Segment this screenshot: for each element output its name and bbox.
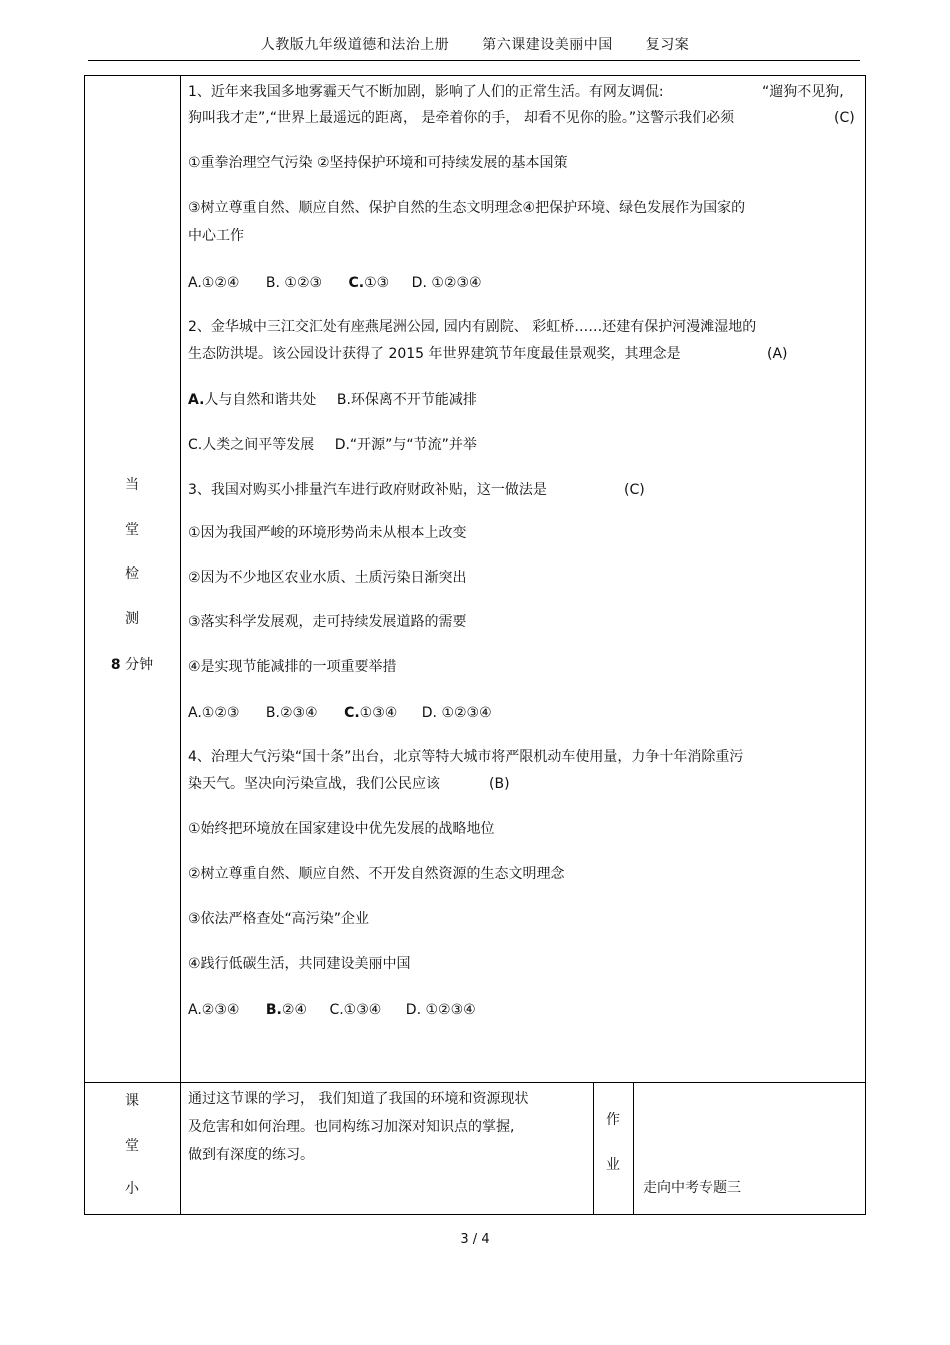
q4-option-1: ①始终把环境放在国家建设中优先发展的战略地位 [188,821,495,837]
q3-option-2: ②因为不少地区农业水质、土质污染日渐突出 [188,570,467,586]
homework-text: 走向中考专题三 [643,1180,741,1196]
choice-b: B.②③④ [265,705,318,721]
q2-answer: (A) [767,346,788,362]
page-number: 3 / 4 [460,1232,490,1247]
q4-line2: 染天气。坚决向污染宣战，我们公民应该 [188,776,440,792]
choice-a-letter: A. [188,392,205,408]
homework-label-char: 作 [606,1112,620,1128]
summary-text-line1: 通过这节课的学习， 我们知道了我国的环境和资源现状 [188,1091,529,1107]
choice-b-text: ②④ [281,1002,307,1018]
choice-a: A.①②④ [188,275,240,291]
header-rule [88,60,860,61]
q1-line1-tail: “遛狗不见狗, [762,84,844,100]
section-label-char: 测 [125,611,139,627]
choice-c-text: ①③④ [359,705,398,721]
homework-label-char: 业 [606,1157,620,1173]
section-label-char: 当 [125,477,139,493]
section-time [84,654,180,674]
review-table [84,75,866,1215]
q1-line2: 狗叫我才走”,“世界上最遥远的距离， 是牵着你的手， 却看不见你的脸。”这警示我们必须 [188,110,735,126]
choice-c-letter: C. [348,275,365,291]
page-header [0,34,950,54]
section-time-unit: 分钟 [125,657,154,673]
q2-line2: 生态防洪堤。该公园设计获得了 2015 年世界建筑节年度最佳景观奖，其理念是 [188,346,681,362]
column-divider-left [180,75,181,1215]
choice-c-letter: C. [344,705,360,721]
choice-a-text: 人与自然和谐共处 [204,392,317,408]
section-label-char: 堂 [125,522,139,538]
q4-option-4: ④践行低碳生活，共同建设美丽中国 [188,956,411,972]
header-lesson: 第六课建设美丽中国 [482,37,613,53]
q3-line1: 3、我国对购买小排量汽车进行政府财政补贴，这一做法是 [188,482,547,498]
choice-b: B.环保离不开节能减排 [336,392,477,408]
choice-b: B. ①②③ [265,275,323,291]
column-divider-summary [593,1082,594,1215]
choice-d: D. ①②③④ [421,705,492,721]
q3-option-3: ③落实科学发展观，走可持续发展道路的需要 [188,614,467,630]
summary-text-line3: 做到有深度的练习。 [188,1147,314,1163]
choice-c: C.人类之间平等发展 [188,437,315,453]
summary-text-line2: 及危害和如何治理。也同构练习加深对知识点的掌握, [188,1119,515,1135]
choice-c-text: ①③ [364,275,390,291]
choice-d: D. ①②③④ [405,1002,476,1018]
header-type: 复习案 [645,37,690,53]
choice-d: D. ①②③④ [411,275,482,291]
section-label-char: 检 [125,566,139,582]
summary-label-char: 课 [125,1093,139,1109]
q3-option-1: ①因为我国严峻的环境形势尚未从根本上改变 [188,525,467,541]
row-divider [84,1082,866,1083]
q4-line1: 4、治理大气污染“国十条”出台，北京等特大城市将严限机动车使用量，力争十年消除重污 [188,749,744,765]
q1-line1: 1、近年来我国多地雾霾天气不断加剧，影响了人们的正常生活。有网友调侃: [188,84,664,100]
summary-label-char: 堂 [125,1138,139,1154]
q4-option-2: ②树立尊重自然、顺应自然、不开发自然资源的生态文明理念 [188,866,565,882]
q4-answer: (B) [489,776,510,792]
column-divider-homework [633,1082,634,1215]
choice-a: A.①②③ [188,705,240,721]
choice-a: A.②③④ [188,1002,240,1018]
header-book: 人教版九年级道德和法治上册 [260,37,450,53]
section-time-number: 8 [110,657,121,673]
choice-d: D.“开源”与“节流”并举 [334,437,477,453]
q4-choices [188,1000,476,1020]
choice-c: C.①③④ [329,1002,382,1018]
q3-choices [188,703,492,723]
q4-option-3: ③依法严格查处“高污染”企业 [188,911,370,927]
choice-b-letter: B. [265,1002,282,1018]
q3-answer: (C) [624,482,645,498]
q1-options-line1: ①重拳治理空气污染 ②坚持保护环境和可持续发展的基本国策 [188,155,568,171]
q1-options-line2: ③树立尊重自然、顺应自然、保护自然的生态文明理念④把保护环境、绿色发展作为国家的 [188,200,746,216]
q2-choices-ab [188,390,477,410]
q1-options-line3: 中心工作 [188,228,244,244]
q3-option-4: ④是实现节能减排的一项重要举措 [188,659,397,675]
q1-choices [188,273,482,293]
q1-answer: (C) [834,110,855,126]
q2-line1: 2、金华城中三江交汇处有座燕尾洲公园, 园内有剧院、 彩虹桥……还建有保护河漫滩湿地的 [188,319,757,335]
summary-label-char: 小 [125,1181,139,1197]
q2-choices-cd [188,435,477,455]
